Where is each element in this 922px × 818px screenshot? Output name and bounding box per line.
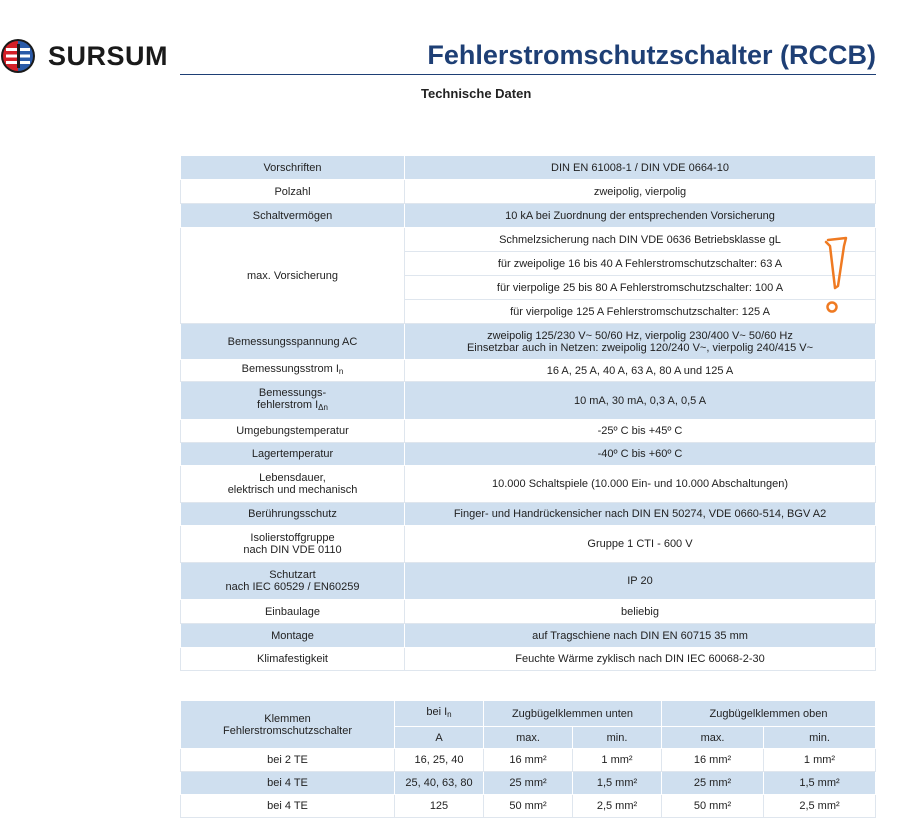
- spec-label: Berührungsschutz: [181, 503, 405, 526]
- spec-value: für vierpolige 125 A Fehlerstromschutzschalter: 125 A: [405, 300, 876, 324]
- spec-label-text: Bemessungsstrom I: [241, 363, 339, 375]
- terminal-cell: bei 4 TE: [181, 772, 395, 795]
- spec-label-line: nach IEC 60529 / EN60259: [225, 581, 360, 593]
- terminal-header-max: max.: [484, 727, 573, 749]
- spec-value: 16 A, 25 A, 40 A, 63 A, 80 A und 125 A: [405, 360, 876, 382]
- sursum-logo: [0, 38, 169, 74]
- spec-value: beliebig: [405, 600, 876, 624]
- spec-row-isolierstoff: [181, 526, 876, 563]
- spec-value: Feuchte Wärme zyklisch nach DIN IEC 60068-2-30: [405, 648, 876, 671]
- title-divider: [180, 74, 876, 75]
- terminal-cell: 1 mm²: [764, 749, 876, 772]
- logo-wordmark: SURSUM: [48, 41, 169, 71]
- spec-value-line: Einsetzbar auch in Netzen: zweipolig 120/240 V~, vierpolig 240/415 V~: [466, 341, 814, 354]
- terminal-cell: bei 2 TE: [181, 749, 395, 772]
- spec-row-lebensdauer: [181, 466, 876, 503]
- terminal-cell: 1,5 mm²: [573, 772, 662, 795]
- terminal-header-in-text: bei I: [426, 706, 448, 718]
- terminal-header-in-subscript: n: [447, 710, 452, 719]
- terminal-header-min: min.: [573, 727, 662, 749]
- page-subtitle: Technische Daten: [421, 86, 532, 101]
- spec-label: [181, 360, 405, 382]
- spec-label: max. Vorsicherung: [181, 228, 405, 324]
- terminal-cell: 16 mm²: [662, 749, 764, 772]
- spec-value: Gruppe 1 CTI - 600 V: [405, 526, 876, 563]
- spec-value: zweipolig, vierpolig: [405, 180, 876, 204]
- spec-row-umgebung: [181, 420, 876, 443]
- spec-row-montage: [181, 624, 876, 648]
- spec-label: [181, 466, 405, 503]
- spec-label: [181, 563, 405, 600]
- spec-value: IP 20: [405, 563, 876, 600]
- spec-label: Lagertemperatur: [181, 443, 405, 466]
- spec-label-line: Lebensdauer,: [259, 472, 326, 484]
- spec-row-klima: [181, 648, 876, 671]
- spec-row-schaltvermoegen: [181, 204, 876, 228]
- spec-value: für zweipolige 16 bis 40 A Fehlerstromschutzschalter: 63 A: [405, 252, 876, 276]
- terminal-cell: bei 4 TE: [181, 795, 395, 818]
- spec-value: -25º C bis +45º C: [405, 420, 876, 443]
- terminal-cell: 16, 25, 40: [395, 749, 484, 772]
- spec-value: 10.000 Schaltspiele (10.000 Ein- und 10.000 Abschaltungen): [405, 466, 876, 503]
- spec-table: [180, 155, 876, 671]
- terminal-header-unit: A: [395, 727, 484, 749]
- spec-label: Polzahl: [181, 180, 405, 204]
- spec-row-polzahl: [181, 180, 876, 204]
- spec-label: [181, 526, 405, 563]
- spec-value: für vierpolige 25 bis 80 A Fehlerstromschutzschalter: 100 A: [405, 276, 876, 300]
- terminal-header-min: min.: [764, 727, 876, 749]
- table-row: [181, 795, 876, 818]
- spec-value: [405, 324, 876, 360]
- terminal-header-line: Klemmen: [264, 712, 311, 725]
- spec-label: Vorschriften: [181, 156, 405, 180]
- spec-value: auf Tragschiene nach DIN EN 60715 35 mm: [405, 624, 876, 648]
- spec-row-fehlerstrom: [181, 382, 876, 420]
- terminal-header-in: [395, 701, 484, 727]
- terminal-cell: 16 mm²: [484, 749, 573, 772]
- table-row: [181, 749, 876, 772]
- terminal-cell: 125: [395, 795, 484, 818]
- spec-label: Umgebungstemperatur: [181, 420, 405, 443]
- spec-label-line: elektrisch und mechanisch: [227, 484, 358, 496]
- spec-row-lager: [181, 443, 876, 466]
- terminal-table: [180, 700, 876, 818]
- terminal-cell: 50 mm²: [662, 795, 764, 818]
- terminal-header-line: Fehlerstromschutzschalter: [223, 724, 352, 737]
- spec-value: DIN EN 61008-1 / DIN VDE 0664-10: [405, 156, 876, 180]
- spec-label-subscript: n: [338, 367, 344, 376]
- spec-row-schutzart: [181, 563, 876, 600]
- spec-label: Klimafestigkeit: [181, 648, 405, 671]
- terminal-cell: 2,5 mm²: [573, 795, 662, 818]
- sursum-logo-mark-icon: [0, 38, 46, 74]
- exclamation-annotation-icon: [814, 236, 854, 316]
- terminal-cell: 1,5 mm²: [764, 772, 876, 795]
- spec-row-beruehrung: [181, 503, 876, 526]
- terminal-header-row: [181, 701, 876, 727]
- page-title: Fehlerstromschutzschalter (RCCB): [427, 40, 876, 70]
- spec-label: Einbaulage: [181, 600, 405, 624]
- spec-label-subscript: Δn: [318, 403, 328, 412]
- spec-label-line: Schutzart: [269, 569, 316, 581]
- spec-label: [181, 382, 405, 420]
- spec-value-line: zweipolig 125/230 V~ 50/60 Hz, vierpolig 230/400 V~ 50/60 Hz: [487, 329, 793, 342]
- terminal-cell: 25 mm²: [662, 772, 764, 795]
- spec-label-line: nach DIN VDE 0110: [243, 544, 342, 556]
- spec-label: Montage: [181, 624, 405, 648]
- spec-label-line: [185, 399, 400, 414]
- spec-row-einbaulage: [181, 600, 876, 624]
- terminal-cell: 2,5 mm²: [764, 795, 876, 818]
- spec-row-spannung: [181, 324, 876, 360]
- terminal-cell: 1 mm²: [573, 749, 662, 772]
- spec-label-line: Bemessungs-: [258, 387, 327, 399]
- terminal-cell: 25 mm²: [484, 772, 573, 795]
- terminal-header-unten: Zugbügelklemmen unten: [484, 701, 662, 727]
- terminal-cell: 25, 40, 63, 80: [395, 772, 484, 795]
- spec-row-strom: [181, 360, 876, 382]
- spec-label-line: Isolierstoffgruppe: [250, 532, 335, 544]
- spec-value: Finger- und Handrückensicher nach DIN EN 50274, VDE 0660-514, BGV A2: [405, 503, 876, 526]
- table-row: [181, 772, 876, 795]
- spec-label-text: fehlerstrom I: [257, 399, 319, 411]
- terminal-header-oben: Zugbügelklemmen oben: [662, 701, 876, 727]
- spec-value: 10 mA, 30 mA, 0,3 A, 0,5 A: [405, 382, 876, 420]
- spec-value: Schmelzsicherung nach DIN VDE 0636 Betriebsklasse gL: [405, 228, 876, 252]
- spec-label: Schaltvermögen: [181, 204, 405, 228]
- spec-value: -40º C bis +60º C: [405, 443, 876, 466]
- spec-row-vorschriften: [181, 156, 876, 180]
- terminal-header-max: max.: [662, 727, 764, 749]
- spec-label: Bemessungsspannung AC: [181, 324, 405, 360]
- terminal-header-klemmen: [181, 701, 395, 749]
- spec-row-vorsicherung: [181, 228, 876, 252]
- terminal-cell: 50 mm²: [484, 795, 573, 818]
- spec-value: 10 kA bei Zuordnung der entsprechenden Vorsicherung: [405, 204, 876, 228]
